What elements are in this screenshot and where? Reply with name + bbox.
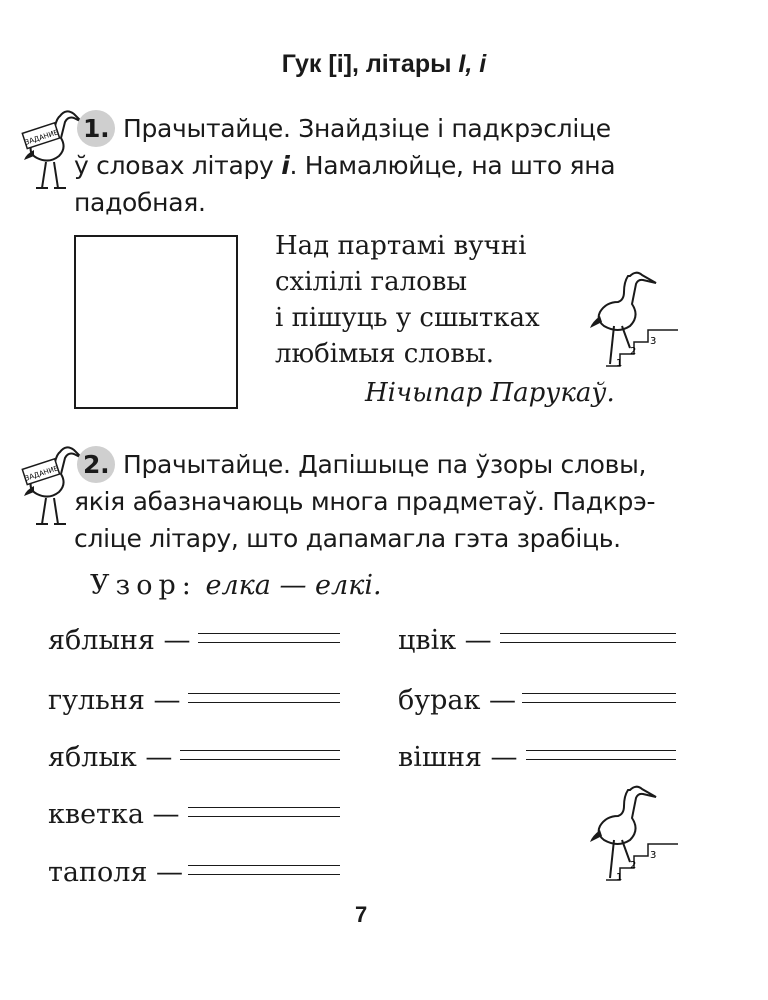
word-item: цвік —: [398, 625, 492, 656]
word-item: яблыня —: [48, 625, 191, 656]
page-title: Гук [і], літары І, і: [281, 50, 487, 78]
stork-on-stairs-icon: [590, 268, 690, 372]
task-2-line3: сліце літару, што дапамагла гэта зрабіць.: [74, 524, 621, 553]
task-number: 2.: [77, 446, 115, 483]
answer-line[interactable]: [188, 865, 340, 875]
answer-line[interactable]: [522, 693, 676, 703]
task-number: 1.: [77, 110, 115, 147]
task-1: 1. Прачытайце. Знайдзіце і падкрэсліце: [85, 110, 725, 147]
answer-line[interactable]: [188, 807, 340, 817]
word-item: бурак —: [398, 685, 516, 716]
poem-line: схілілі галовы: [275, 267, 468, 297]
page-number: 7: [355, 902, 368, 927]
poem-line: і пішуць у сшытках: [275, 303, 540, 333]
stair-number: 3: [650, 850, 657, 861]
word-item: яблык —: [48, 742, 173, 773]
word-item: гульня —: [48, 685, 181, 716]
stair-number: 1: [616, 872, 623, 883]
stair-number: 3: [650, 336, 657, 347]
answer-line[interactable]: [198, 633, 340, 643]
stork-with-sign-icon: [20, 102, 82, 192]
word-item: таполя —: [48, 857, 184, 888]
word-item: вішня —: [398, 742, 518, 773]
task-2-line2: якія абазначаюць многа прадметаў. Падкрэ-: [74, 487, 656, 516]
stair-number: 2: [630, 346, 637, 357]
poem-line: любімыя словы.: [275, 339, 495, 369]
poem-line: Над партамі вучні: [275, 231, 527, 261]
badge-label: ЗАДАНИЕ: [23, 128, 60, 147]
task-1-line2: ў словах літару і. Намалюйце, на што яна: [74, 151, 616, 180]
poem-author: Нічыпар Парукаў.: [365, 378, 615, 408]
sample: Узор: елка — елкі.: [90, 570, 382, 601]
drawing-box[interactable]: [74, 235, 238, 409]
stork-with-sign-icon: [20, 438, 82, 528]
word-item: кветка —: [48, 799, 180, 830]
task-2: 2. Прачытайце. Дапішыце па ўзоры словы,: [85, 446, 745, 483]
stair-number: 2: [630, 860, 637, 871]
answer-line[interactable]: [500, 633, 676, 643]
answer-line[interactable]: [180, 750, 340, 760]
stair-number: 1: [616, 358, 623, 369]
answer-line[interactable]: [526, 750, 676, 760]
task-1-line3: падобная.: [74, 188, 206, 217]
badge-label: ЗАДАНИЕ: [23, 464, 60, 483]
poem: [275, 228, 540, 372]
answer-line[interactable]: [188, 693, 340, 703]
stork-on-stairs-icon: [590, 782, 690, 886]
